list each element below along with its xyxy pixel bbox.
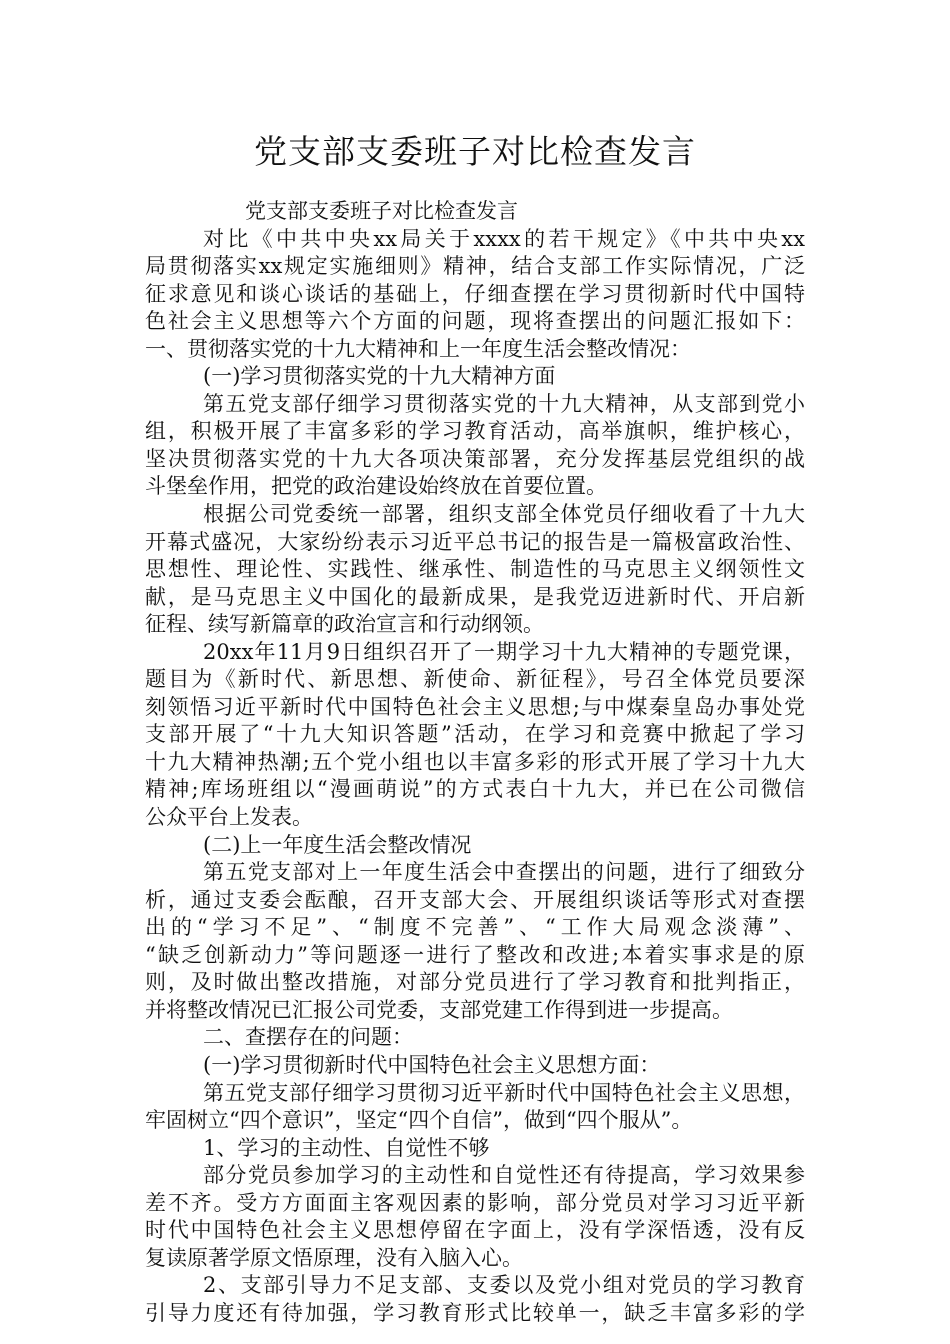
text-line: 斗堡垒作用，把党的政治建设始终放在首要位置。: [145, 474, 607, 499]
text-line: 二、查摆存在的问题：: [203, 1025, 413, 1050]
text-line: 开幕式盛况，大家纷纷表示习近平总书记的报告是一篇极富政治性、: [145, 529, 805, 554]
text-line: 一、贯彻落实党的十九大精神和上一年度生活会整改情况：: [145, 336, 691, 361]
text-line: 局贯彻落实xx规定实施细则》精神，结合支部工作实际情况，广泛: [145, 254, 805, 279]
text-line: 思想性、理论性、实践性、继承性、制造性的马克思主义纲领性文: [145, 557, 805, 582]
text-line: (一)学习贯彻新时代中国特色社会主义思想方面：: [203, 1052, 661, 1077]
text-line: 20xx年11月9日组织召开了一期学习十九大精神的专题党课，: [203, 639, 805, 664]
text-line: 题目为《新时代、新思想、新使命、新征程》，号召全体党员要深: [145, 667, 805, 692]
document-title: 党支部支委班子对比检查发言: [254, 132, 696, 171]
text-line: 第五党支部对上一年度生活会中查摆出的问题，进行了细致分: [203, 860, 805, 885]
text-line: 根据公司党委统一部署，组织支部全体党员仔细收看了十九大: [203, 502, 805, 527]
text-line: 牢固树立“四个意识”，坚定“四个自信”，做到“四个服从”。: [145, 1108, 693, 1133]
text-line: 公众平台上发表。: [145, 805, 313, 830]
text-line: 对比《中共中央xx局关于xxxx的若干规定》《中共中央xx: [203, 226, 805, 251]
text-line: 坚决贯彻落实党的十九大各项决策部署，充分发挥基层党组织的战: [145, 446, 805, 471]
text-line: 2、支部引导力不足支部、支委以及党小组对党员的学习教育: [203, 1273, 805, 1298]
text-line: 差不齐。受方方面面主客观因素的影响，部分党员对学习习近平新: [145, 1190, 805, 1215]
text-line: 1、学习的主动性、自觉性不够: [203, 1135, 490, 1160]
text-line: 色社会主义思想等六个方面的问题，现将查摆出的问题汇报如下：: [145, 309, 805, 334]
text-line: 支部开展了“十九大知识答题”活动，在学习和竞赛中掀起了学习: [145, 722, 805, 747]
text-line: 精神;库场班组以“漫画萌说”的方式表白十九大，并已在公司微信: [145, 777, 805, 802]
text-line: 第五党支部仔细学习贯彻落实党的十九大精神，从支部到党小: [203, 391, 805, 416]
text-line: (二)上一年度生活会整改情况: [203, 832, 472, 857]
text-line: “缺乏创新动力”等问题逐一进行了整改和改进;本着实事求是的原: [145, 942, 805, 967]
text-line: 引导力度还有待加强，学习教育形式比较单一，缺乏丰富多彩的学: [145, 1300, 805, 1325]
text-line: 征程、续写新篇章的政治宣言和行动纲领。: [145, 612, 544, 637]
text-line: (一)学习贯彻落实党的十九大精神方面: [203, 364, 556, 389]
text-line: 复读原著学原文悟原理，没有入脑入心。: [145, 1245, 523, 1270]
text-line: 刻领悟习近平新时代中国特色社会主义思想;与中煤秦皇岛办事处党: [145, 694, 805, 719]
text-line: 十九大精神热潮;五个党小组也以丰富多彩的形式开展了学习十九大: [145, 749, 805, 774]
text-line: 组，积极开展了丰富多彩的学习教育活动，高举旗帜，维护核心，: [145, 419, 805, 444]
text-line: 第五党支部仔细学习贯彻习近平新时代中国特色社会主义思想，: [203, 1080, 805, 1105]
text-line: 征求意见和谈心谈话的基础上，仔细查摆在学习贯彻新时代中国特: [145, 281, 805, 306]
text-line: 党支部支委班子对比检查发言: [245, 199, 518, 223]
text-line: 并将整改情况已汇报公司党委，支部党建工作得到进一步提高。: [145, 997, 733, 1022]
text-line: 出的“学习不足”、“制度不完善”、“工作大局观念淡薄”、: [145, 915, 805, 940]
text-line: 时代中国特色社会主义思想停留在字面上，没有学深悟透，没有反: [145, 1218, 805, 1243]
text-line: 则，及时做出整改措施，对部分党员进行了学习教育和批判指正，: [145, 970, 805, 995]
text-line: 部分党员参加学习的主动性和自觉性还有待提高，学习效果参: [203, 1163, 805, 1188]
text-line: 献，是马克思主义中国化的最新成果，是我党迈进新时代、开启新: [145, 584, 805, 609]
document-body: [145, 198, 805, 1327]
text-line: 析，通过支委会酝酿，召开支部大会、开展组织谈话等形式对查摆: [145, 887, 805, 912]
